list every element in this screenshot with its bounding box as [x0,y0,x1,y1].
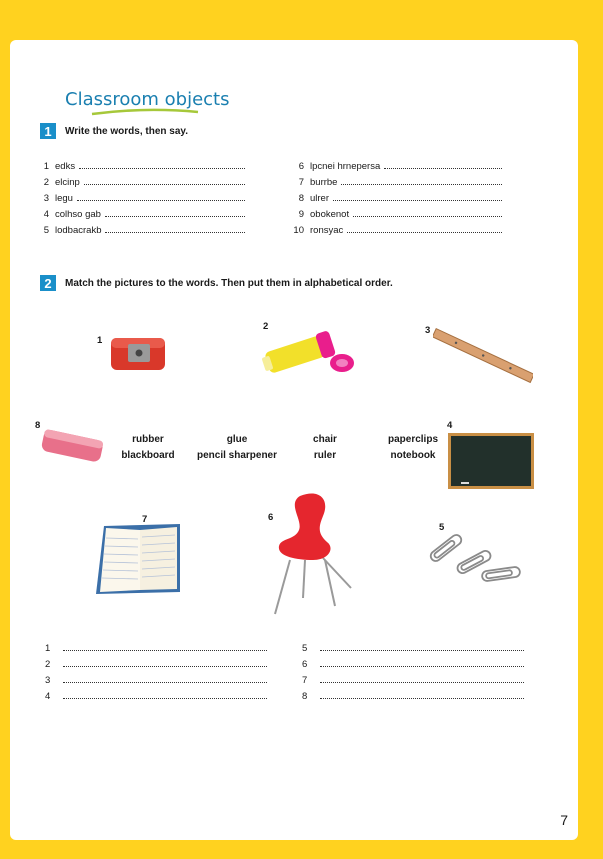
answer-line[interactable] [353,208,502,217]
page-title: Classroom objects [65,89,230,110]
answer-line[interactable] [320,642,524,651]
ruler-icon [433,325,533,387]
picture-label-5: 5 [439,522,445,533]
order-answer-row[interactable]: 2 [45,658,267,670]
exercise-2-number: 2 [40,275,56,291]
ex1-item[interactable]: 7 burrbe [290,176,502,188]
word-bank-item: paperclips [387,434,439,445]
order-answer-row[interactable]: 6 [302,658,524,670]
picture-label-2: 2 [263,321,269,332]
ex1-item[interactable]: 1 edks [35,160,245,172]
order-answer-row[interactable]: 7 [302,674,524,686]
notebook-icon [92,522,187,597]
word-bank-item: notebook [390,450,436,461]
ex1-item[interactable]: 3 legu [35,192,245,204]
answer-line[interactable] [105,224,245,233]
word-bank-item: rubber [132,434,164,445]
answer-line[interactable] [63,642,267,651]
answer-line[interactable] [341,176,502,185]
order-answer-row[interactable]: 3 [45,674,267,686]
order-answer-row[interactable]: 1 [45,642,267,654]
ex1-item[interactable]: 6 lpcnei hrnepersa [290,160,502,172]
eraser-icon [38,425,108,470]
blackboard-icon [447,432,535,490]
exercise-2-instruction: Match the pictures to the words. Then put them in alphabetical order. [65,278,393,289]
sharpener-icon [108,332,168,374]
word-bank-item: pencil sharpener [196,450,278,461]
ex1-item[interactable]: 8 ulrer [290,192,502,204]
picture-label-3: 3 [425,325,431,336]
order-answer-row[interactable]: 4 [45,690,267,702]
answer-line[interactable] [320,674,524,683]
ex1-item[interactable]: 9 obokenot [290,208,502,220]
answer-line[interactable] [320,658,524,667]
answer-line[interactable] [320,690,524,699]
ex1-item[interactable]: 2 elcinp [35,176,245,188]
answer-line[interactable] [105,208,245,217]
paperclips-icon [426,530,526,590]
picture-label-8: 8 [35,420,41,431]
answer-line[interactable] [84,176,245,185]
picture-label-4: 4 [447,420,453,431]
word-bank-item: ruler [313,450,337,461]
ex1-item[interactable]: 4 colhso gab [35,208,245,220]
title-underline-swoosh [90,107,200,117]
glue-stick-icon [258,323,358,378]
answer-line[interactable] [63,658,267,667]
answer-line[interactable] [333,192,502,201]
page-number: 7 [560,812,568,828]
exercise-1-number: 1 [40,123,56,139]
order-answer-row[interactable]: 8 [302,690,524,702]
answer-line[interactable] [77,192,245,201]
answer-line[interactable] [347,224,502,233]
word-bank-item: chair [313,434,337,445]
ex1-item[interactable]: 5 lodbacrakb [35,224,245,236]
exercise-1-instruction: Write the words, then say. [65,126,188,137]
ex1-item[interactable]: 10 ronsyac [290,224,502,236]
worksheet-page [10,40,578,840]
picture-label-1: 1 [97,335,103,346]
chair-icon [265,488,355,618]
answer-line[interactable] [79,160,245,169]
answer-line[interactable] [63,674,267,683]
order-answer-row[interactable]: 5 [302,642,524,654]
word-bank-item: blackboard [121,450,175,461]
answer-line[interactable] [63,690,267,699]
word-bank-item: glue [226,434,248,445]
picture-label-7: 7 [142,514,148,525]
picture-label-6: 6 [268,512,274,523]
answer-line[interactable] [384,160,502,169]
